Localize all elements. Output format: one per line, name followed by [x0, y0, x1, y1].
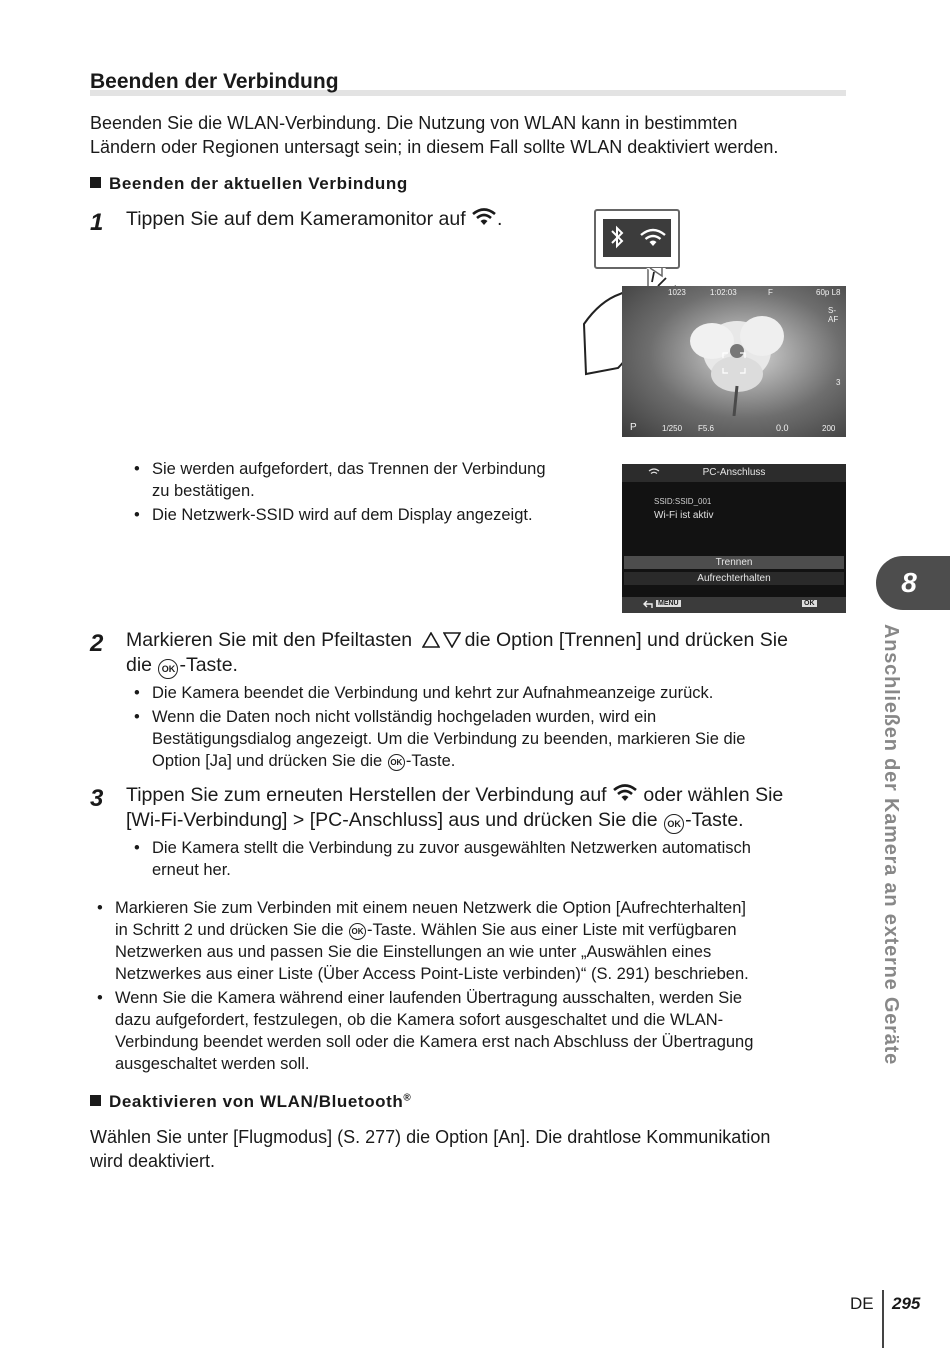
- wifi-icon: [638, 226, 668, 250]
- list-item: • Wenn Sie die Kamera während einer laufenden Übertragung ausschalten, werden Sie dazu aufgefordert, festzulegen, ob die Kamera sofort ausgeschaltet und die WLAN- Verbindung beendet werden soll oder die Kamera erst nach Abschluss der Übertragung ausgeschaltet werden soll.: [89, 987, 849, 1075]
- list-item: • Die Kamera stellt die Verbindung zu zuvor ausgewählten Netzwerken automatisch erneut her.: [126, 837, 866, 881]
- ssid-label: SSID:SSID_001: [654, 497, 712, 506]
- step1-bullets: [126, 458, 606, 526]
- wifi-status: Wi-Fi ist aktiv: [654, 510, 714, 521]
- step2-text: Markieren Sie mit den Pfeiltasten die Option [Trennen] und drücken Sie die OK -Taste.: [126, 628, 866, 679]
- wifi-icon: [612, 783, 638, 803]
- wifi-icon: [471, 207, 497, 227]
- page-number: 295: [892, 1294, 921, 1313]
- pc-connection-menu-screen: [622, 464, 846, 613]
- section-heading: Beenden der Verbindung: [90, 70, 339, 93]
- subheading-disable-wireless: Deaktivieren von WLAN/Bluetooth®: [90, 1092, 411, 1112]
- intro-paragraph: Beenden Sie die WLAN-Verbindung. Die Nutzung von WLAN kann in bestimmten Ländern oder Regionen untersagt sein; in diesem Fall sollte WLAN deaktiviert werden.: [90, 113, 779, 157]
- menu-title: PC-Anschluss: [622, 464, 846, 482]
- camera-live-view-screen: 1023 1:02:03 F 60p L8 S-AF 3 P 1/250 F5.6 0.0 200: [622, 286, 846, 437]
- step-number: 2: [90, 630, 104, 657]
- square-bullet-icon: [90, 177, 101, 188]
- subheading-end-connection: Beenden der aktuellen Verbindung: [90, 174, 408, 194]
- footer-divider: [882, 1290, 884, 1348]
- back-arrow-icon: [642, 600, 654, 610]
- ok-button-label: OK: [804, 600, 815, 607]
- chapter-title: Anschließen der Kamera an externe Geräte: [880, 624, 902, 1066]
- menu-footer: [622, 597, 846, 613]
- square-bullet-icon: [90, 1095, 101, 1106]
- footer-language: DE: [850, 1294, 874, 1313]
- af-frame-icon: [722, 352, 746, 374]
- ok-button-icon: OK: [664, 814, 684, 834]
- wifi-icon: [648, 467, 660, 477]
- menu-item-keep[interactable]: Aufrechterhalten: [624, 572, 844, 585]
- menu-button-label: MENU: [658, 600, 679, 607]
- bluetooth-icon: [605, 222, 629, 252]
- notes-list: [89, 897, 849, 1075]
- list-item: • Die Kamera beendet die Verbindung und kehrt zur Aufnahmeanzeige zurück.: [126, 682, 866, 704]
- ok-button-icon: OK: [349, 923, 366, 940]
- final-paragraph: Wählen Sie unter [Flugmodus] (S. 277) die Option [An]. Die drahtlose Kommunikation wird deaktiviert.: [90, 1127, 771, 1171]
- list-item: • Die Netzwerk-SSID wird auf dem Display angezeigt.: [126, 504, 606, 526]
- list-item: • Wenn die Daten noch nicht vollständig hochgeladen wurden, wird ein Bestätigungsdialog angezeigt. Um die Verbindung zu beenden, markieren Sie die Option [Ja] und drücken Sie die OK -Taste.: [126, 706, 866, 772]
- step2-bullets: [126, 682, 866, 772]
- step3-text: Tippen Sie zum erneuten Herstellen der Verbindung auf oder wählen Sie [Wi-Fi-Verbindung] > [PC-Anschluss] aus und drücken Sie die OK -Taste.: [126, 783, 866, 834]
- step-number: 3: [90, 785, 104, 812]
- step3-bullets: [126, 837, 866, 881]
- ok-button-icon: OK: [388, 754, 405, 771]
- arrow-up-icon: [422, 632, 440, 648]
- list-item: • Markieren Sie zum Verbinden mit einem neuen Netzwerk die Option [Aufrechterhalten] in Schritt 2 und drücken Sie die OK -Taste. Wählen Sie aus einer Liste mit verfügbaren Netzwerken aus und passen Sie die Einstellungen an wie unter „Auswählen eines Netzwerkes aus einer Liste (Über Access Point-Liste verbinden)“ (S. 291) beschrieben.: [89, 897, 849, 985]
- step-number: 1: [90, 209, 104, 236]
- step1-text: Tippen Sie auf dem Kameramonitor auf .: [126, 208, 503, 230]
- ok-button-icon: OK: [158, 659, 178, 679]
- menu-item-disconnect[interactable]: Trennen: [624, 556, 844, 569]
- list-item: • Sie werden aufgefordert, das Trennen der Verbindung zu bestätigen.: [126, 458, 606, 502]
- chapter-tab: 8: [876, 556, 950, 610]
- arrow-down-icon: [443, 632, 461, 648]
